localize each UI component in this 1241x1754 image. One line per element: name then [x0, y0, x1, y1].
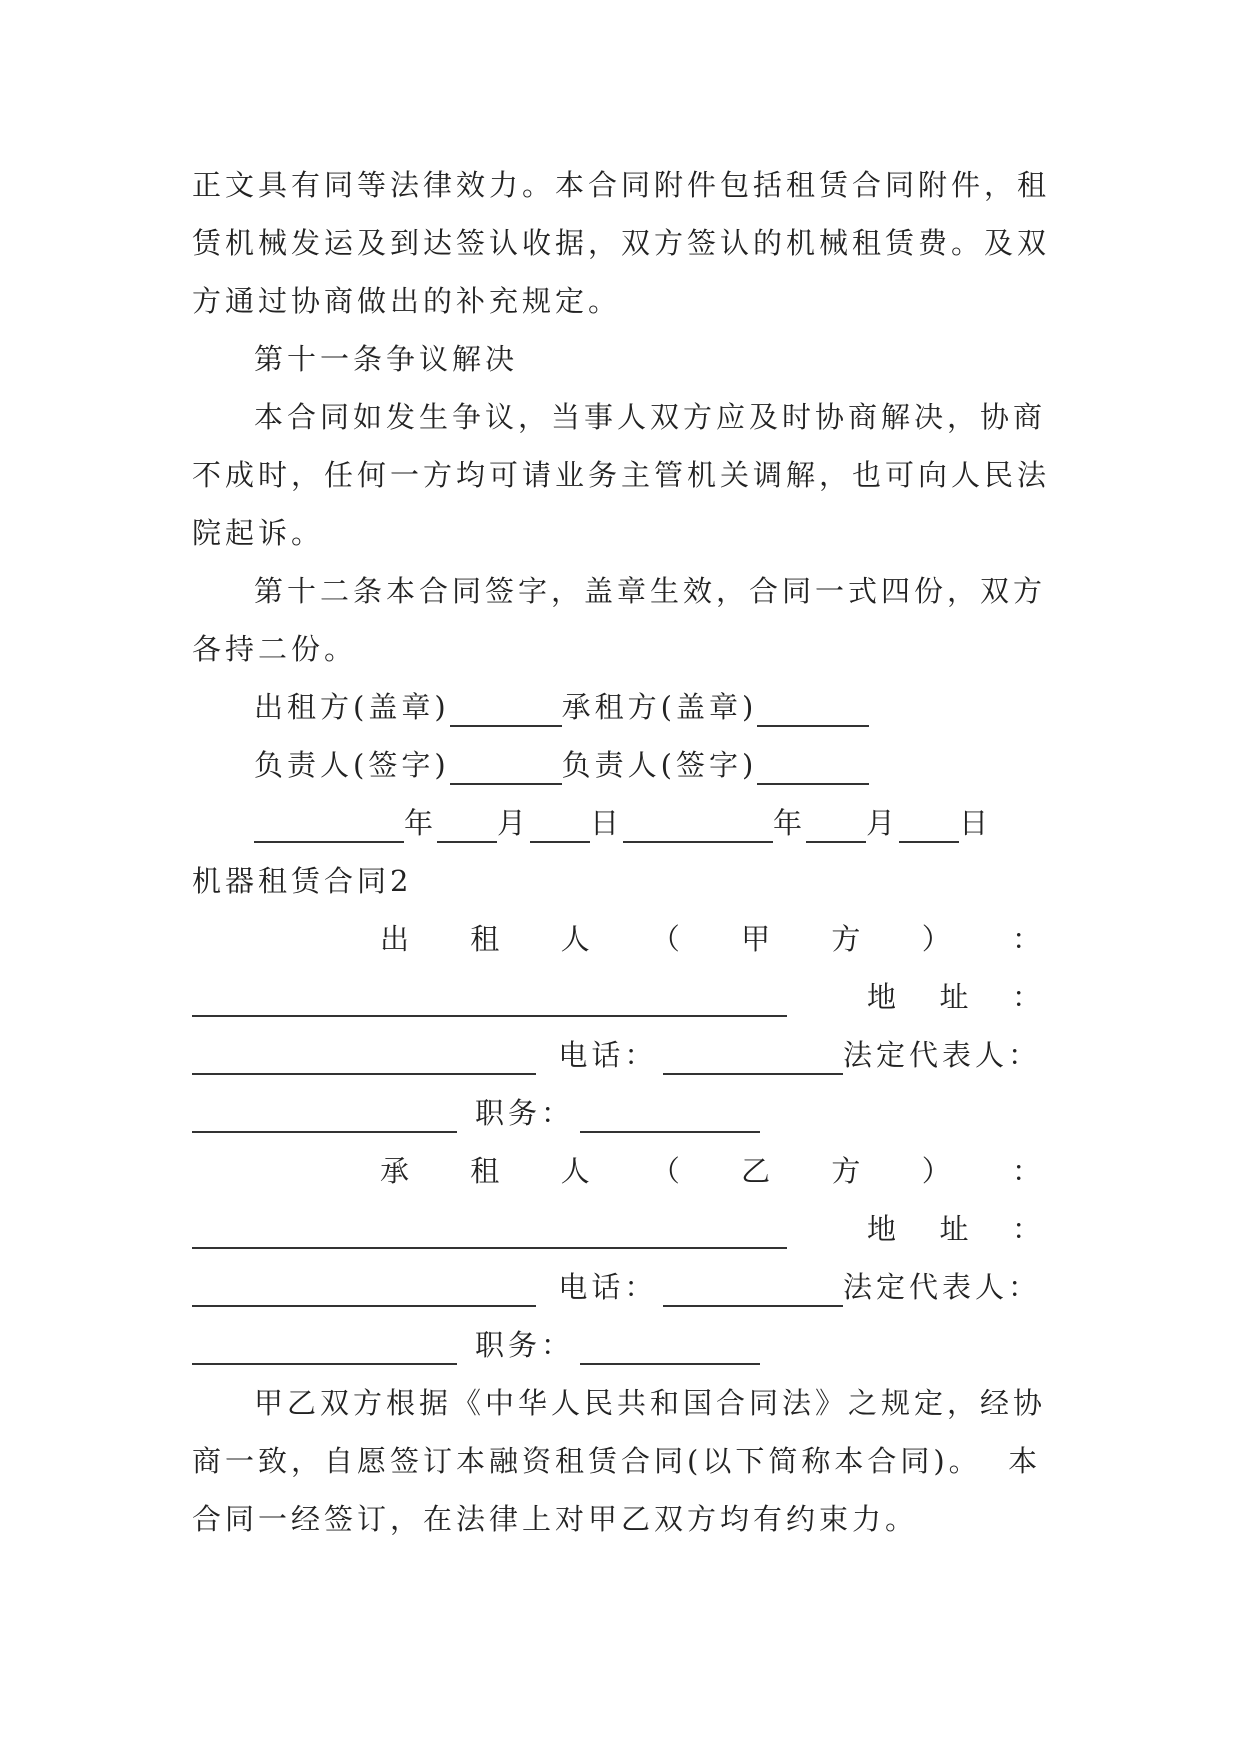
party-b-address-blank[interactable]: [192, 1277, 536, 1307]
address-char: 址: [939, 980, 969, 1014]
address-label: [787, 1209, 1041, 1249]
para-line: 各持二份。: [192, 632, 358, 666]
party-b-char: 方: [831, 1154, 861, 1188]
party-a-position-row: [192, 1093, 1041, 1133]
para-line: 赁机械发运及到达签认收据，双方签认的机械租赁费。及双: [192, 226, 1051, 260]
legal-rep-label: 法定代表人：: [842, 1038, 1041, 1072]
party-b-char: 租: [470, 1154, 500, 1188]
responsible-person-blank[interactable]: [757, 755, 869, 785]
party-a-heading: [380, 919, 1041, 959]
responsible-person-label: 负责人(签字): [561, 748, 758, 782]
para-line: 正文具有同等法律效力。本合同附件包括租赁合同附件，租: [192, 168, 1051, 202]
party-a-position-blank[interactable]: [580, 1103, 760, 1133]
month-blank[interactable]: [806, 813, 866, 843]
para-line: 不成时，任何一方均可请业务主管机关调解，也可向人民法: [192, 458, 1051, 492]
party-a-char: 甲: [741, 922, 771, 956]
phone-label: 电话：: [558, 1038, 658, 1072]
seal-row: [254, 687, 1041, 727]
party-b-char: 人: [560, 1154, 590, 1188]
contract-2-title: 机器租赁合同2: [192, 864, 413, 898]
year-blank[interactable]: [623, 813, 773, 843]
party-b-name-blank[interactable]: [192, 1219, 787, 1249]
party-a-phone-row: [192, 1035, 1041, 1075]
date-row: [254, 803, 1041, 843]
party-b-char: ）: [921, 1154, 951, 1188]
position-label: 职务：: [475, 1328, 575, 1362]
responsible-person-label: 负责人(签字): [254, 748, 450, 782]
party-a-char: 出: [380, 922, 410, 956]
para-line: 院起诉。: [192, 516, 325, 550]
party-b-phone-blank[interactable]: [663, 1277, 843, 1307]
position-label: 职务：: [475, 1096, 575, 1130]
day-blank[interactable]: [530, 813, 590, 843]
lessor-seal-blank[interactable]: [450, 697, 562, 727]
address-char: 地: [867, 980, 897, 1014]
party-a-legal-rep-blank[interactable]: [192, 1103, 457, 1133]
address-label: [787, 977, 1041, 1017]
month-label: 月: [497, 806, 531, 840]
month-blank[interactable]: [437, 813, 497, 843]
address-char: ：: [1011, 1212, 1041, 1246]
party-b-legal-rep-blank[interactable]: [192, 1335, 457, 1365]
para-line: 合同一经签订，在法律上对甲乙双方均有约束力。: [192, 1502, 919, 1536]
party-a-char: 方: [831, 922, 861, 956]
party-a-char: 人: [560, 922, 590, 956]
address-char: 址: [939, 1212, 969, 1246]
party-a-address-row: [192, 977, 1041, 1017]
lessor-seal-label: 出租方(盖章): [254, 690, 450, 724]
year-label: 年: [404, 806, 438, 840]
party-b-char: 承: [380, 1154, 410, 1188]
article-12-text: 第十二条本合同签字，盖章生效，合同一式四份，双方: [254, 574, 1047, 608]
party-b-char: （: [650, 1154, 680, 1188]
party-b-char: ：: [1011, 1154, 1041, 1188]
party-a-char: ）: [921, 922, 951, 956]
para-line: 甲乙双方根据《中华人民共和国合同法》之规定，经协: [254, 1386, 1047, 1420]
party-a-address-blank[interactable]: [192, 1045, 536, 1075]
month-label: 月: [866, 806, 900, 840]
party-a-char: ：: [1011, 922, 1041, 956]
para-line: 方通过协商做出的补充规定。: [192, 284, 622, 318]
address-char: ：: [1011, 980, 1041, 1014]
party-b-address-row: [192, 1209, 1041, 1249]
day-blank[interactable]: [899, 813, 959, 843]
para-line: 本合同如发生争议，当事人双方应及时协商解决，协商: [254, 400, 1047, 434]
lessee-seal-label: 承租方(盖章): [561, 690, 758, 724]
address-char: 地: [867, 1212, 897, 1246]
party-a-phone-blank[interactable]: [663, 1045, 843, 1075]
article-11-title: 第十一条争议解决: [254, 342, 519, 376]
party-a-name-blank[interactable]: [192, 987, 787, 1017]
year-label: 年: [773, 806, 807, 840]
signature-row: [254, 745, 1041, 785]
year-blank[interactable]: [254, 813, 404, 843]
day-label: 日: [959, 806, 993, 840]
para-line: 商一致，自愿签订本融资租赁合同(以下简称本合同)。 本: [192, 1444, 1042, 1478]
party-b-phone-row: [192, 1267, 1041, 1307]
responsible-person-blank[interactable]: [450, 755, 562, 785]
party-b-position-blank[interactable]: [580, 1335, 760, 1365]
lessee-seal-blank[interactable]: [757, 697, 869, 727]
legal-rep-label: 法定代表人：: [842, 1270, 1041, 1304]
party-b-position-row: [192, 1325, 1041, 1365]
phone-label: 电话：: [558, 1270, 658, 1304]
party-b-char: 乙: [741, 1154, 771, 1188]
party-a-char: 租: [470, 922, 500, 956]
party-b-heading: [380, 1151, 1041, 1191]
day-label: 日: [590, 806, 624, 840]
party-a-char: （: [650, 922, 680, 956]
